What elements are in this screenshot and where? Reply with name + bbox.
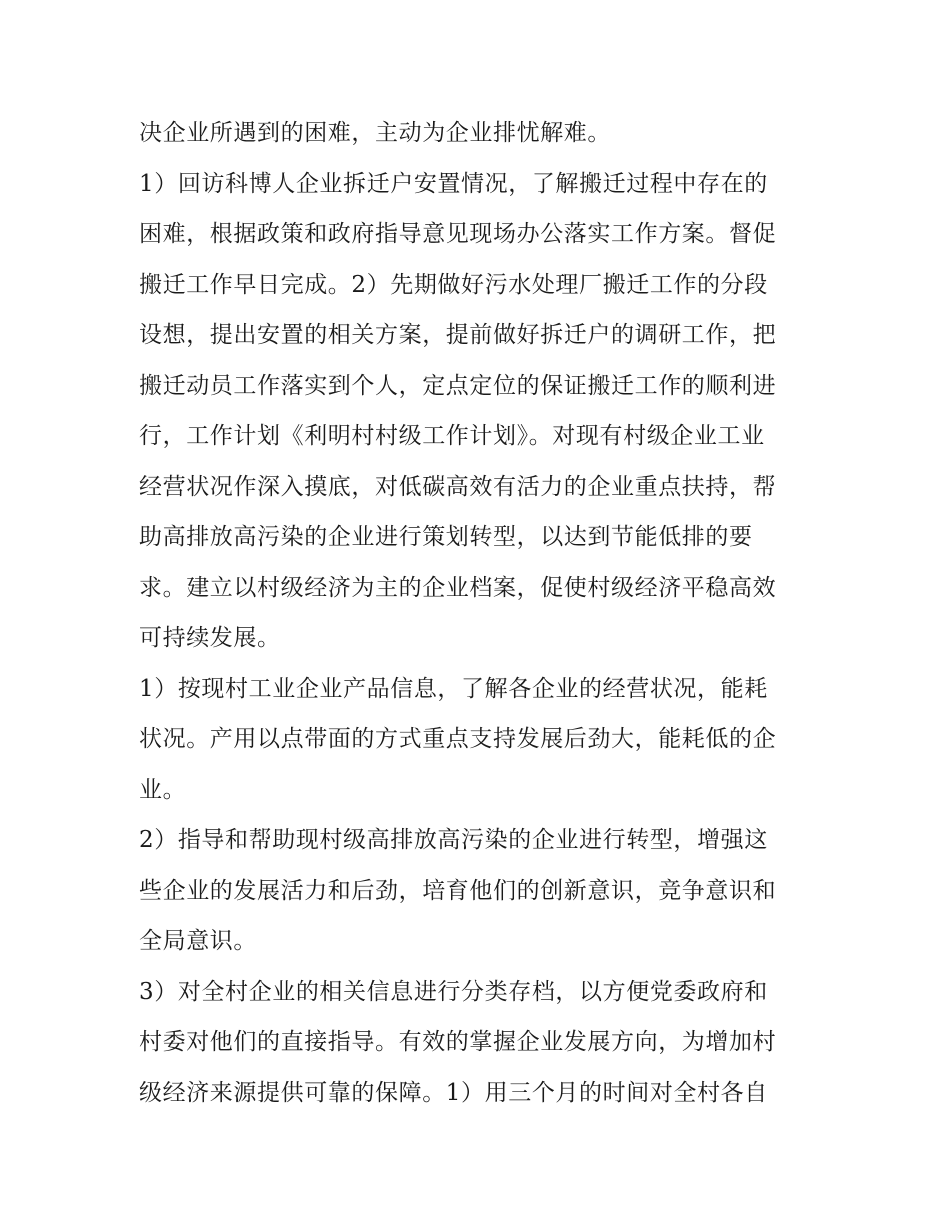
text-line: 行，工作计划《利明村村级工作计划》。对现有村级企业工业 (139, 423, 765, 449)
text-line: 些企业的发展活力和后劲，培育他们的创新意识，竞争意识和 (139, 877, 777, 904)
text-line: 状况。产用以点带面的方式重点支持发展后劲大，能耗低的企 (139, 726, 777, 752)
text-line: 村委对他们的直接指导。有效的掌握企业发展方向，为增加村 (139, 1029, 777, 1055)
text-line: 可持续发展。 (139, 625, 281, 651)
text-line: 业。 (139, 776, 187, 803)
text-line: 经营状况作深入摸底，对低碳高效有活力的企业重点扶持，帮 (139, 473, 777, 500)
text-line: 设想，提出安置的相关方案，提前做好拆迁户的调研工作，把 (139, 322, 777, 348)
document-body (139, 108, 819, 1118)
text-line: 决企业所遇到的困难，主动为企业排忧解难。 (139, 120, 611, 146)
text-line: 1）回访科博人企业拆迁户安置情况，了解搬迁过程中存在的 (139, 170, 768, 197)
text-line: 搬迁工作早日完成。2）先期做好污水处理厂搬迁工作的分段 (139, 271, 768, 298)
text-line: 1）按现村工业企业产品信息，了解各企业的经营状况，能耗 (139, 675, 768, 702)
text-line: 求。建立以村级经济为主的企业档案，促使村级经济平稳高效 (139, 574, 777, 601)
text-line: 困难，根据政策和政府指导意见现场办公落实工作方案。督促 (139, 221, 777, 247)
text-line: 级经济来源提供可靠的保障。1）用三个月的时间对全村各自 (139, 1079, 768, 1106)
text-line: 搬迁动员工作落实到个人，定点定位的保证搬迁工作的顺利进 (139, 372, 777, 399)
text-line: 2）指导和帮助现村级高排放高污染的企业进行转型，增强这 (139, 827, 768, 853)
text-line: 3）对全村企业的相关信息进行分类存档，以方便党委政府和 (139, 978, 768, 1005)
text-line: 全局意识。 (139, 928, 257, 954)
text-line: 助高排放高污染的企业进行策划转型，以达到节能低排的要 (139, 524, 753, 550)
